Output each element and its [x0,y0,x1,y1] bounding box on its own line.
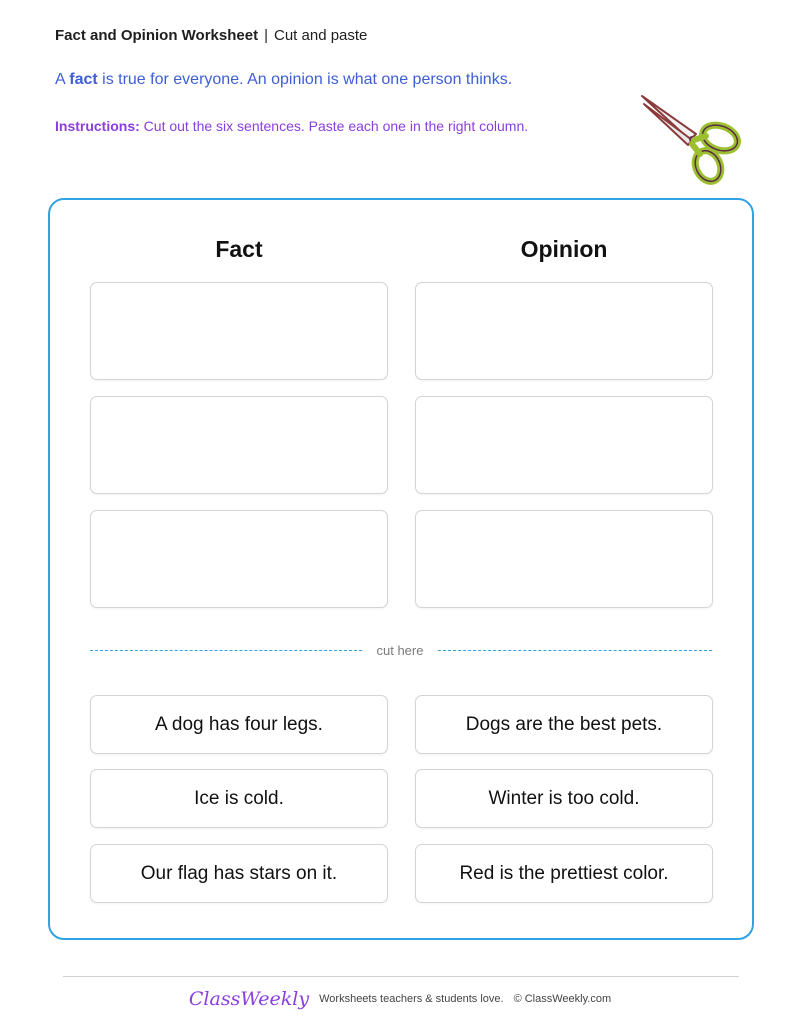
sentence-strip[interactable]: Winter is too cold. [415,769,713,828]
opinion-paste-box[interactable] [415,396,713,494]
fact-paste-box[interactable] [90,510,388,608]
worksheet-title [55,27,367,44]
definition-rest: is true for everyone. An opinion is what one person thinks. [97,71,513,88]
definition-fact-word: fact [69,71,98,88]
fact-paste-box[interactable] [90,282,388,380]
scissors-icon [634,88,746,188]
opinion-column-heading: Opinion [520,236,608,262]
sentence-strip[interactable]: Red is the prettiest color. [415,844,713,903]
footer-tagline: Worksheets teachers & students love. [319,993,504,1005]
opinion-paste-box[interactable] [415,282,713,380]
instructions-body: Cut out the six sentences. Paste each one in the right column. [139,118,529,134]
cut-line-right [438,650,712,651]
sentence-strip[interactable]: Our flag has stars on it. [90,844,388,903]
footer [0,988,800,1010]
footer-copyright: © ClassWeekly.com [513,993,612,1005]
title-text: Fact and Opinion Worksheet [55,27,259,44]
fact-paste-box[interactable] [90,396,388,494]
brand-logo: ClassWeekly [188,988,310,1010]
instructions-label: Instructions: [55,118,140,134]
sentence-strip[interactable]: Ice is cold. [90,769,388,828]
definition-text [55,71,512,89]
definition-prefix: A [55,71,70,88]
cut-line-left [90,650,362,651]
opinion-paste-box[interactable] [415,510,713,608]
title-separator: | [264,27,268,44]
sentence-strip[interactable]: Dogs are the best pets. [415,695,713,754]
fact-column-heading: Fact [215,236,263,262]
cut-here-label: cut here [376,643,424,658]
subtitle-text: Cut and paste [274,27,368,44]
footer-divider [63,976,739,977]
sentence-strip[interactable]: A dog has four legs. [90,695,388,754]
instructions-text [55,118,528,134]
